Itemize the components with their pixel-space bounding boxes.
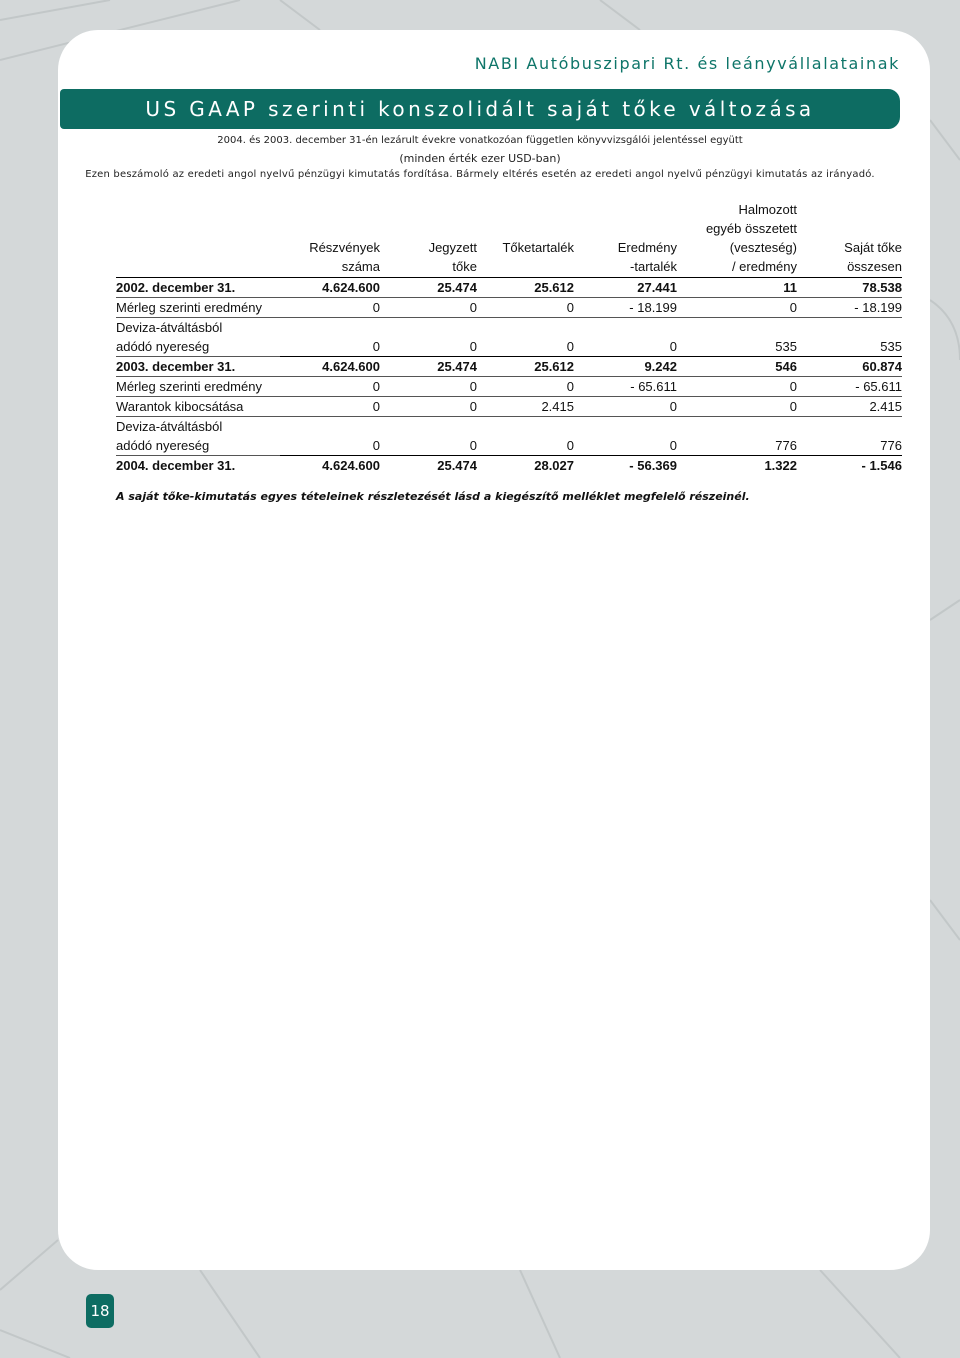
page-number: 18 [86, 1294, 114, 1328]
cell-value: 2.415 [477, 397, 574, 417]
cell-value: - 65.611 [574, 377, 677, 397]
col-header-shares-l1 [280, 200, 380, 219]
cell-value: 60.874 [797, 357, 902, 377]
cell-value: - 18.199 [797, 298, 902, 318]
unit-subtitle: (minden érték ezer USD-ban) [399, 152, 561, 165]
col-header-retained-l1 [574, 200, 677, 219]
cell-value: 0 [477, 436, 574, 456]
company-name: NABI Autóbuszipari Rt. és leányvállalatainak [474, 54, 900, 73]
cell-value: 0 [380, 397, 477, 417]
table-row [116, 397, 902, 417]
header-row-3 [116, 238, 902, 257]
col-header-shares-l2 [280, 219, 380, 238]
cell-value: 0 [677, 298, 797, 318]
col-header-oci-l1: Halmozott [738, 202, 797, 217]
cell-value: 4.624.600 [280, 278, 380, 298]
col-header-capital-l4: tőke [380, 257, 477, 278]
translation-note: Ezen beszámoló az eredeti angol nyelvű pénzügyi kimutatás fordítása. Bármely eltérés esetén az eredeti angol nyelvű pénzügyi kimutatás az irányadó. [85, 169, 875, 180]
cell-value: 25.474 [380, 278, 477, 298]
cell-value: - 56.369 [629, 458, 677, 473]
cell-value: 4.624.600 [322, 458, 380, 473]
cell-value: 535 [677, 337, 797, 357]
cell-value: 25.474 [437, 458, 477, 473]
period-subtitle: 2004. és 2003. december 31-én lezárult évekre vonatkozóan független könyvvizsgálói jelentéssel együtt [217, 135, 743, 146]
col-header-total-l4: összesen [797, 257, 902, 278]
table-row [116, 377, 902, 397]
cell-value: 28.027 [534, 458, 574, 473]
cell-value: 78.538 [797, 278, 902, 298]
row-label: 2004. december 31. [116, 458, 236, 473]
row-label: Mérleg szerinti eredmény [116, 377, 280, 397]
cell-value: 535 [797, 337, 902, 357]
col-header-reserve-l2 [477, 219, 574, 238]
col-header-shares-l4: száma [280, 257, 380, 278]
cell-value: 0 [574, 436, 677, 456]
row-label: adódó nyereség [116, 337, 280, 357]
cell-value: 25.612 [477, 278, 574, 298]
col-header-reserve-l3: Tőketartalék [502, 240, 574, 255]
cell-value: 27.441 [574, 278, 677, 298]
col-header-capital-l1 [380, 200, 477, 219]
row-label: Mérleg szerinti eredmény [116, 298, 280, 318]
table-row [116, 417, 902, 437]
table-row [116, 357, 902, 377]
cell-value: 0 [280, 377, 380, 397]
cell-value: 25.612 [477, 357, 574, 377]
row-label: Warantok kibocsátása [116, 397, 280, 417]
cell-value: 0 [280, 436, 380, 456]
col-header-total-l2 [797, 219, 902, 238]
cell-value: 0 [380, 298, 477, 318]
cell-value: 0 [280, 337, 380, 357]
cell-value: 0 [477, 337, 574, 357]
row-label: 2002. december 31. [116, 278, 280, 298]
cell-value: 2.415 [797, 397, 902, 417]
col-header-total-l3: Saját tőke [844, 240, 902, 255]
row-label: 2003. december 31. [116, 357, 280, 377]
header-row-4 [116, 257, 902, 278]
cell-value: 0 [280, 397, 380, 417]
cell-value: 776 [797, 436, 902, 456]
col-header-capital-l2 [380, 219, 477, 238]
cell-value: 0 [477, 298, 574, 318]
col-header-oci-l3: (veszteség) [729, 240, 797, 255]
cell-value: 0 [477, 377, 574, 397]
table-row [116, 337, 902, 357]
table-row [116, 298, 902, 318]
cell-value: 1.322 [764, 458, 797, 473]
cell-value: 0 [677, 377, 797, 397]
row-label: Deviza-átváltásból [116, 320, 223, 335]
col-header-reserve-l1 [477, 200, 574, 219]
col-header-retained-l2 [574, 219, 677, 238]
table-row [116, 318, 902, 338]
cell-value: 0 [380, 436, 477, 456]
cell-value: 0 [380, 337, 477, 357]
col-header-oci-l2: egyéb összetett [705, 221, 797, 236]
cell-value: - 18.199 [574, 298, 677, 318]
cell-value: 0 [677, 397, 797, 417]
cell-value: 546 [677, 357, 797, 377]
col-header-total-l1 [797, 200, 902, 219]
col-header-retained-l4: -tartalék [574, 257, 677, 278]
col-header-shares-l3: Részvények [309, 240, 380, 255]
cell-value: 9.242 [574, 357, 677, 377]
table-row [116, 456, 902, 476]
cell-value: 0 [574, 397, 677, 417]
cell-value: 4.624.600 [280, 357, 380, 377]
header-row-2 [116, 219, 902, 238]
col-header-reserve-l4 [477, 257, 574, 278]
equity-table [116, 200, 902, 475]
table-row [116, 436, 902, 456]
col-header-oci-l4: / eredmény [677, 257, 797, 278]
table-row [116, 278, 902, 298]
cell-value: 25.474 [380, 357, 477, 377]
cell-value: 0 [280, 298, 380, 318]
header-row-1 [116, 200, 902, 219]
cell-value: 0 [574, 337, 677, 357]
footnote: A saját tőke-kimutatás egyes tételeinek részletezését lásd a kiegészítő melléklet megfelelő részeinél. [116, 490, 750, 503]
col-header-retained-l3: Eredmény [617, 240, 677, 255]
cell-value: - 65.611 [797, 377, 902, 397]
cell-value: 776 [677, 436, 797, 456]
cell-value: - 1.546 [861, 458, 902, 473]
page-title: US GAAP szerinti konszolidált saját tőke változása [145, 97, 815, 121]
cell-value: 0 [380, 377, 477, 397]
col-header-capital-l3: Jegyzett [428, 240, 477, 255]
row-label: Deviza-átváltásból [116, 419, 223, 434]
title-bar [60, 89, 900, 129]
row-label: adódó nyereség [116, 436, 280, 456]
cell-value: 11 [677, 278, 797, 298]
